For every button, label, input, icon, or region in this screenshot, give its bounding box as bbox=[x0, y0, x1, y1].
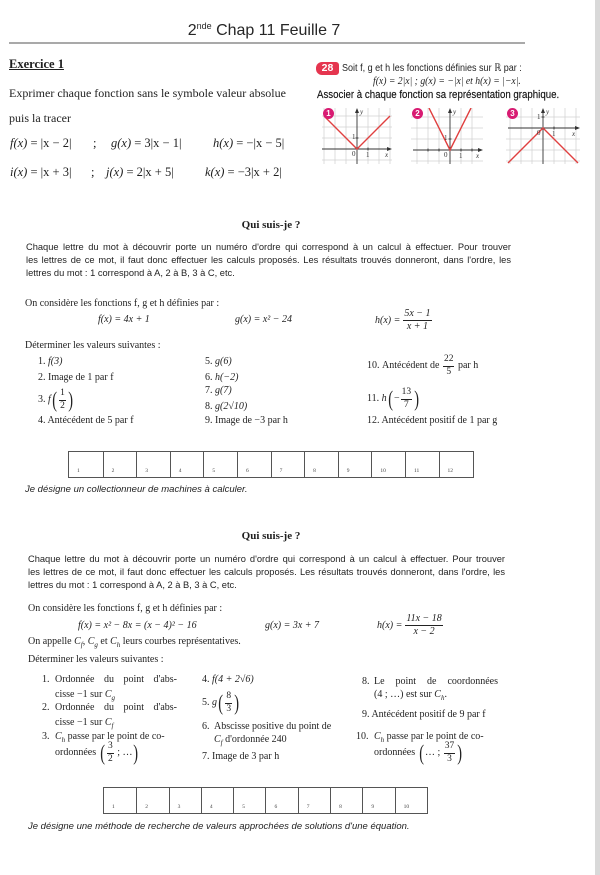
item-text-part: . bbox=[444, 689, 447, 700]
graph-3-x-tick: 1 bbox=[552, 130, 556, 138]
box-number: 4 bbox=[178, 468, 182, 474]
function-h-rhs: = −|x − 5| bbox=[233, 136, 285, 150]
function-k-rhs: = −3|x + 2| bbox=[224, 165, 282, 179]
question-item bbox=[38, 356, 62, 368]
puzzle-1-heading: Qui suis-je ? bbox=[241, 219, 301, 231]
item-text: g(6) bbox=[215, 356, 232, 367]
item-text: g(7) bbox=[215, 385, 232, 396]
item-number: 10. bbox=[356, 731, 369, 742]
question-item bbox=[205, 415, 288, 427]
graph-3 bbox=[506, 108, 580, 164]
answer-box[interactable] bbox=[271, 452, 305, 477]
item-text bbox=[55, 717, 113, 732]
item-number: 11. bbox=[367, 393, 380, 404]
denominator: 7 bbox=[403, 399, 409, 410]
fraction bbox=[444, 742, 456, 764]
coordinates bbox=[418, 742, 464, 764]
item-text: Abscisse positive du point de bbox=[214, 721, 332, 732]
answer-box[interactable] bbox=[330, 788, 362, 813]
answer-box[interactable] bbox=[298, 788, 330, 813]
graph-2-origin: 0 bbox=[444, 151, 448, 159]
item-number: 3. bbox=[42, 731, 50, 742]
answer-box[interactable] bbox=[69, 452, 103, 477]
answer-box[interactable] bbox=[136, 452, 170, 477]
answer-box[interactable] bbox=[304, 452, 338, 477]
item-text: par h bbox=[457, 360, 479, 371]
item-text: Ordonnée du point d'abs- bbox=[55, 674, 177, 685]
item-text-part: cisse −1 sur bbox=[55, 689, 103, 700]
curve-letter: C bbox=[214, 734, 221, 745]
function-g-rhs: = 3|x − 1| bbox=[131, 136, 182, 150]
denominator: x − 2 bbox=[413, 626, 435, 637]
puzzle-1-task: Déterminer les valeurs suivantes : bbox=[25, 340, 161, 351]
item-text: f(4 + 2√6) bbox=[212, 674, 254, 685]
question-item bbox=[205, 385, 232, 397]
item-number: 9. bbox=[362, 709, 370, 720]
item-function: h bbox=[381, 393, 387, 404]
title-level-sup: nde bbox=[196, 21, 212, 31]
sentence-text: On appelle bbox=[28, 636, 72, 647]
graph-2-y-label: y bbox=[453, 108, 457, 116]
curve-letter: C bbox=[110, 636, 117, 647]
puzzle-2-function-f: f(x) = x² − 8x = (x − 4)² − 16 bbox=[78, 620, 197, 631]
function-k-lhs: k(x) bbox=[205, 165, 225, 179]
graph-2-y-tick: 1 bbox=[444, 134, 448, 142]
puzzle-2-intro-line: les lettres de ce mot, il faut donc effectuer les calculs proposés. Les résultats trouvés donneront, dans l'ordre, les bbox=[28, 567, 505, 577]
puzzle-1-caption: Je désigne un collectionneur de machines à calculer. bbox=[25, 484, 248, 495]
box-number: 12 bbox=[447, 468, 454, 474]
curve-subscript: g bbox=[111, 694, 115, 702]
question-item bbox=[205, 401, 247, 413]
question-item bbox=[202, 751, 279, 763]
fraction bbox=[443, 355, 455, 377]
function-i bbox=[10, 165, 71, 180]
puzzle-1-intro-line: lettres du mot : 1 correspond à A, 2 à B, 3 à C, etc. bbox=[26, 268, 235, 278]
graph-3-x-label: x bbox=[572, 130, 576, 138]
numerator: ( 1 bbox=[59, 389, 66, 401]
graph-1-y-tick: 1 bbox=[352, 133, 356, 141]
item-number: 6. bbox=[205, 372, 213, 383]
box-number: 3 bbox=[145, 468, 148, 474]
item-text: Image de 3 par h bbox=[212, 751, 280, 762]
numerator: ( 3 bbox=[107, 742, 114, 754]
curve-letter: C bbox=[374, 731, 381, 742]
item-function: g bbox=[212, 697, 217, 708]
answer-box[interactable] bbox=[201, 788, 233, 813]
item-number: 8. bbox=[362, 676, 370, 687]
curve-symbol bbox=[105, 689, 115, 700]
function-h-lhs: h(x) = bbox=[375, 314, 401, 326]
curve-subscript: h bbox=[61, 736, 66, 744]
page-title bbox=[0, 21, 528, 40]
box-number: 8 bbox=[313, 468, 316, 474]
puzzle-1-function-h bbox=[375, 309, 433, 332]
puzzle-2-task: Déterminer les valeurs suivantes : bbox=[28, 654, 164, 665]
box-number: 8 bbox=[339, 804, 342, 810]
item-text bbox=[374, 741, 464, 765]
item-number: 2. bbox=[42, 702, 50, 713]
puzzle-2-curves-sentence bbox=[28, 636, 241, 651]
curve-subscript: g bbox=[94, 641, 98, 649]
answer-box[interactable] bbox=[338, 452, 372, 477]
item-number: 8. bbox=[205, 401, 213, 412]
answer-box[interactable] bbox=[405, 452, 439, 477]
question-item bbox=[38, 388, 74, 412]
parenthesized-fraction bbox=[51, 389, 74, 411]
question-item bbox=[205, 356, 232, 368]
curve-letter: C bbox=[74, 636, 81, 647]
puzzle-2-heading: Qui suis-je ? bbox=[241, 530, 301, 542]
exercise-1-instruction-2: puis la tracer bbox=[9, 111, 71, 125]
box-number: 2 bbox=[145, 804, 149, 810]
item-text: Image de −3 par h bbox=[215, 415, 288, 426]
item-number: 7. bbox=[202, 751, 210, 762]
curve-h-symbol bbox=[110, 636, 120, 647]
item-function: f bbox=[48, 394, 51, 405]
exercise-28-statement: Soit f, g et h les fonctions définies sur ℝ par : bbox=[342, 62, 522, 74]
answer-box[interactable] bbox=[170, 452, 204, 477]
puzzle-1-intro-line: les lettres de ce mot, il faut donc effectuer les calculs proposés. Les résultats trouvés donneront, dans l'ordre, les bbox=[26, 255, 511, 265]
item-text-part: cisse −1 sur bbox=[55, 717, 103, 728]
item-text: Antécédent de bbox=[382, 360, 440, 371]
box-number: 9 bbox=[346, 468, 350, 474]
graph-3-number: 3 bbox=[507, 108, 518, 119]
numerator: 5x − 1 bbox=[404, 308, 431, 319]
answer-grid-2 bbox=[103, 787, 428, 814]
numerator: 22 bbox=[443, 355, 455, 367]
question-item bbox=[38, 372, 114, 384]
item-text-part: ( … ; bbox=[424, 747, 441, 758]
answer-grid-1 bbox=[68, 451, 474, 478]
graph-3-y-label: y bbox=[546, 108, 550, 116]
box-number: 2 bbox=[111, 468, 115, 474]
function-g bbox=[111, 136, 181, 151]
numerator: ( 8 bbox=[225, 692, 232, 704]
item-number: 4. bbox=[202, 674, 210, 685]
item-text: h(−2) bbox=[215, 372, 239, 383]
item-number: 3. bbox=[38, 394, 46, 405]
item-number: 5. bbox=[205, 356, 213, 367]
box-number: 1 bbox=[112, 804, 115, 810]
denominator: 2 bbox=[60, 400, 65, 411]
item-text: g(2√10) bbox=[215, 401, 248, 412]
answer-box[interactable] bbox=[203, 452, 237, 477]
item-number: 9. bbox=[205, 415, 213, 426]
denominator: 2 bbox=[107, 753, 113, 764]
item-text: f(3) bbox=[48, 356, 63, 367]
curve-subscript: f bbox=[80, 641, 83, 649]
function-k bbox=[205, 165, 282, 180]
curve-symbol bbox=[434, 689, 444, 700]
box-number: 6 bbox=[274, 804, 278, 810]
item-number: 10. bbox=[367, 360, 380, 371]
exercise-number-badge: 28 bbox=[316, 62, 339, 75]
curve-letter: C bbox=[55, 731, 62, 742]
item-text-part: ordonnées bbox=[374, 747, 416, 758]
question-item bbox=[205, 372, 238, 384]
graph-1-number: 1 bbox=[323, 108, 334, 119]
answer-box[interactable] bbox=[169, 788, 201, 813]
puzzle-1-functions-intro: On considère les fonctions f, g et h définies par : bbox=[25, 298, 220, 309]
question-item bbox=[367, 415, 497, 427]
title-text: Chap 11 Feuille 7 bbox=[216, 22, 341, 39]
fraction bbox=[401, 388, 413, 410]
item-number: 12. bbox=[367, 415, 380, 426]
answer-box[interactable] bbox=[362, 788, 394, 813]
answer-box[interactable] bbox=[439, 452, 473, 477]
item-text: Antécédent positif de 9 par f bbox=[371, 709, 486, 720]
puzzle-2-intro-line: lettres du mot : 1 correspond à A, 2 à B, 3 à C, etc. bbox=[28, 580, 237, 590]
answer-box[interactable] bbox=[371, 452, 405, 477]
puzzle-1-function-g: g(x) = x² − 24 bbox=[235, 314, 293, 325]
function-h-lhs: h(x) bbox=[213, 136, 234, 150]
sentence-text: , bbox=[82, 636, 86, 647]
question-item bbox=[202, 674, 254, 686]
puzzle-2-functions-intro: On considère les fonctions f, g et h définies par : bbox=[28, 603, 223, 614]
box-number: 7 bbox=[279, 468, 283, 474]
sentence-text: et bbox=[100, 636, 108, 647]
item-text bbox=[374, 689, 447, 704]
puzzle-2-intro-line: Chaque lettre du mot à découvrir porte un numéro d'ordre qui correspond à un calcul à effectuer. Pour trouver bbox=[28, 554, 505, 564]
box-number: 1 bbox=[77, 468, 80, 474]
numerator: 37 bbox=[444, 742, 456, 754]
item-text: Antécédent positif de 1 par g bbox=[381, 415, 498, 426]
curve-g-symbol bbox=[88, 636, 98, 647]
curve-subscript: f bbox=[220, 739, 223, 747]
item-number: 1. bbox=[38, 356, 46, 367]
graph-3-y-tick: 1 bbox=[537, 113, 541, 121]
function-h-lhs: h(x) = bbox=[377, 619, 403, 631]
puzzle-2-function-h bbox=[377, 614, 444, 637]
function-i-rhs: = |x + 3| bbox=[27, 165, 72, 179]
curve-letter: C bbox=[434, 689, 441, 700]
exercise-28-question: Associer à chaque fonction sa représentation graphique. bbox=[317, 89, 560, 101]
page-edge-scrollbar[interactable] bbox=[595, 0, 600, 875]
box-number: 7 bbox=[306, 804, 310, 810]
function-f bbox=[10, 136, 71, 151]
answer-box[interactable] bbox=[237, 452, 271, 477]
graph-3-origin: 0 bbox=[537, 129, 541, 137]
numerator: 11x − 18 bbox=[406, 613, 442, 624]
puzzle-2-function-g: g(x) = 3x + 7 bbox=[265, 620, 320, 631]
curve-symbol bbox=[105, 717, 114, 728]
curve-letter: C bbox=[104, 717, 112, 728]
question-item bbox=[362, 709, 486, 721]
graph-1-x-tick: 1 bbox=[366, 151, 370, 159]
function-f-lhs: f(x) bbox=[10, 136, 28, 150]
item-number: 1. bbox=[42, 674, 50, 685]
function-f-rhs: = |x − 2| bbox=[27, 136, 72, 150]
curve-subscript: f bbox=[111, 722, 114, 730]
box-number: 11 bbox=[413, 468, 420, 474]
graph-1 bbox=[322, 108, 392, 164]
box-number: 9 bbox=[371, 804, 375, 810]
curve-f-symbol bbox=[74, 636, 83, 647]
function-h-fraction bbox=[405, 614, 442, 637]
graph-1-x-label: x bbox=[385, 151, 389, 159]
curve-letter: C bbox=[104, 689, 112, 700]
curve-letter: C bbox=[87, 636, 95, 647]
function-j bbox=[106, 165, 174, 180]
minus-sign: ( − bbox=[393, 393, 400, 404]
question-item bbox=[367, 387, 420, 411]
parenthesized-fraction bbox=[387, 388, 421, 410]
item-text: Image de 1 par f bbox=[48, 372, 114, 383]
puzzle-2-caption: Je désigne une méthode de recherche de valeurs approchées de solutions d'une équation. bbox=[28, 821, 410, 832]
item-text-part: (4 ; …) est sur bbox=[374, 689, 432, 700]
item-text-part: d'ordonnée 240 bbox=[225, 734, 287, 745]
function-g-lhs: g(x) bbox=[111, 136, 132, 150]
separator: ; bbox=[91, 165, 95, 179]
item-text: Ordonnée du point d'abs- bbox=[55, 702, 177, 713]
item-text: Le point de coordonnées bbox=[374, 676, 498, 687]
function-j-rhs: = 2|x + 5| bbox=[123, 165, 174, 179]
box-number: 4 bbox=[209, 804, 213, 810]
puzzle-1-function-f: f(x) = 4x + 1 bbox=[98, 314, 150, 325]
exercise-28-definitions: f(x) = 2|x| ; g(x) = −|x| et h(x) = |−x|. bbox=[373, 75, 521, 87]
function-h-fraction bbox=[403, 309, 431, 332]
item-number: 7. bbox=[205, 385, 213, 396]
box-number: 3 bbox=[177, 804, 181, 810]
parenthesized-fraction bbox=[217, 692, 240, 714]
fraction bbox=[107, 742, 114, 764]
box-number: 10 bbox=[403, 804, 410, 810]
fraction bbox=[225, 692, 232, 714]
exercise-1-instruction: Exprimer chaque fonction sans le symbole valeur absolue bbox=[9, 86, 286, 100]
function-i-lhs: i(x) bbox=[10, 165, 28, 179]
curve-subscript: h bbox=[116, 641, 121, 649]
box-number: 5 bbox=[242, 804, 245, 810]
graph-1-y-label: y bbox=[360, 108, 364, 116]
question-item bbox=[38, 415, 134, 427]
denominator: x + 1 bbox=[406, 321, 429, 332]
box-number: 6 bbox=[245, 468, 249, 474]
sentence-text: leurs courbes représentatives. bbox=[122, 636, 241, 647]
denominator: 3 bbox=[447, 753, 452, 764]
item-number: 2. bbox=[38, 372, 46, 383]
title-divider bbox=[9, 42, 525, 44]
question-item bbox=[367, 353, 478, 379]
question-item bbox=[202, 691, 240, 715]
graph-2-x-label: x bbox=[476, 152, 480, 160]
item-text bbox=[55, 741, 140, 765]
function-j-lhs: j(x) bbox=[106, 165, 124, 179]
answer-box[interactable] bbox=[136, 788, 168, 813]
graph-2 bbox=[411, 108, 483, 164]
answer-box[interactable] bbox=[395, 788, 427, 813]
answer-box[interactable] bbox=[265, 788, 297, 813]
graph-2-x-tick: 1 bbox=[459, 152, 463, 160]
answer-box[interactable] bbox=[104, 788, 136, 813]
item-text-part: passe par le point de co- bbox=[67, 731, 165, 742]
puzzle-1-intro-line: Chaque lettre du mot à découvrir porte un numéro d'ordre qui correspond à un calcul à effectuer. Pour trouver bbox=[26, 242, 511, 252]
fraction bbox=[59, 389, 66, 411]
item-text-part: ordonnées bbox=[55, 747, 97, 758]
curve-subscript: h bbox=[440, 694, 445, 702]
title-level: 2 bbox=[187, 22, 197, 39]
item-number: 4. bbox=[38, 415, 46, 426]
numerator: 13 bbox=[401, 388, 413, 400]
coordinates bbox=[99, 742, 140, 764]
item-text: Antécédent de 5 par f bbox=[47, 415, 134, 426]
item-number: 6. bbox=[202, 721, 210, 732]
graph-2-number: 2 bbox=[412, 108, 423, 119]
answer-box[interactable] bbox=[103, 452, 137, 477]
exercise-1-heading: Exercice 1 bbox=[9, 57, 64, 71]
item-number: 5. bbox=[202, 697, 210, 708]
box-number: 10 bbox=[380, 468, 386, 474]
item-text bbox=[214, 734, 287, 749]
item-text-part: passe par le point de co- bbox=[386, 731, 484, 742]
item-text-part: ; … bbox=[117, 747, 133, 758]
denominator: 5 bbox=[446, 366, 452, 377]
curve-subscript: h bbox=[380, 736, 385, 744]
function-h bbox=[213, 136, 284, 151]
denominator: 3 bbox=[226, 703, 232, 714]
graph-1-origin: 0 bbox=[352, 150, 356, 158]
separator: ; bbox=[93, 136, 97, 150]
curve-symbol bbox=[214, 734, 223, 745]
answer-box[interactable] bbox=[233, 788, 265, 813]
box-number: 5 bbox=[212, 468, 216, 474]
